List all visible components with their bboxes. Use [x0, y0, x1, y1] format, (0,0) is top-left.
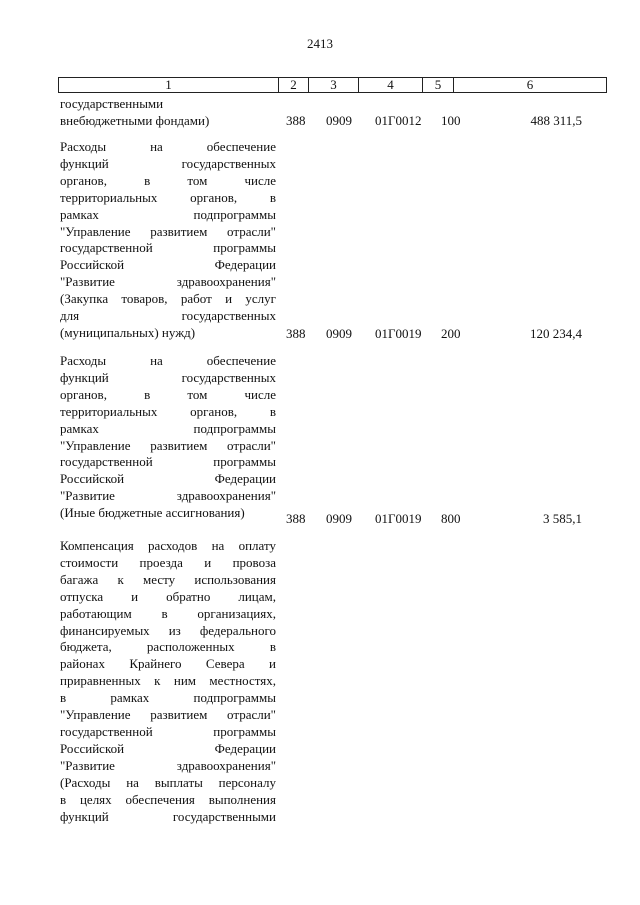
description-line: приравненных к ним местностях,: [60, 673, 276, 689]
description-line: отпуска и обратно лицам,: [60, 588, 276, 604]
cell-col-3: 0909: [326, 113, 352, 128]
cell-col-6: 3 585,1: [543, 511, 582, 526]
cell-col-4: 01Г0019: [375, 326, 422, 341]
row-description: [60, 96, 276, 130]
description-line: функций государственных: [60, 369, 276, 385]
description-line: работающим в организациях,: [60, 605, 276, 621]
description-line: Российской Федерации: [60, 471, 276, 487]
description-line: органов, в том числе: [60, 172, 276, 188]
description-line: для государственных: [60, 308, 276, 324]
description-line: "Управление развитием отрасли": [60, 437, 276, 453]
cell-col-6: 120 234,4: [530, 326, 582, 341]
description-line: территориальных органов, в: [60, 403, 276, 419]
header-col-3: 3: [309, 78, 359, 92]
description-line: рамках подпрограммы: [60, 420, 276, 436]
description-line: рамках подпрограммы: [60, 206, 276, 222]
description-line: Расходы на обеспечение: [60, 139, 276, 154]
description-line: бюджета, расположенных в: [60, 639, 276, 655]
header-col-5: 5: [423, 78, 454, 92]
description-line: государственной программы: [60, 723, 276, 739]
cell-col-5: 200: [441, 326, 461, 341]
description-line: "Развитие здравоохранения": [60, 488, 276, 504]
description-line: (Иные бюджетные ассигнования): [60, 505, 245, 521]
description-line: в целях обеспечения выполнения: [60, 791, 276, 807]
cell-col-3: 0909: [326, 326, 352, 341]
header-col-6: 6: [526, 77, 534, 92]
description-line: финансируемых из федерального: [60, 622, 276, 638]
cell-col-6: 488 311,5: [530, 113, 582, 128]
description-line: Расходы на обеспечение: [60, 353, 276, 368]
description-line: "Управление развитием отрасли": [60, 707, 276, 723]
description-line: Российской Федерации: [60, 740, 276, 756]
description-line: государственной программы: [60, 454, 276, 470]
description-line: государственными: [60, 96, 164, 111]
description-line: "Развитие здравоохранения": [60, 274, 276, 290]
cell-col-2: 388: [286, 326, 306, 341]
table-header: [58, 77, 607, 93]
description-line: Компенсация расходов на оплату: [60, 538, 276, 553]
row-description: [60, 538, 276, 825]
cell-col-5: 800: [441, 511, 461, 526]
header-col-4: 4: [359, 78, 423, 92]
header-col-1: 1: [59, 78, 279, 92]
row-description: [60, 353, 276, 522]
description-line: багажа к месту использования: [60, 571, 276, 587]
description-line: функций государственных: [60, 155, 276, 171]
description-line: (муниципальных) нужд): [60, 324, 196, 340]
cell-col-5: 100: [441, 113, 461, 128]
description-line: (Закупка товаров, работ и услуг: [60, 291, 276, 307]
description-line: в рамках подпрограммы: [60, 690, 276, 706]
description-line: территориальных органов, в: [60, 189, 276, 205]
description-line: "Развитие здравоохранения": [60, 757, 276, 773]
cell-col-3: 0909: [326, 511, 352, 526]
cell-col-4: 01Г0019: [375, 511, 422, 526]
row-description: [60, 139, 276, 342]
description-line: "Управление развитием отрасли": [60, 223, 276, 239]
header-col-2: 2: [279, 78, 309, 92]
cell-col-2: 388: [286, 511, 306, 526]
cell-col-2: 388: [286, 113, 306, 128]
page-number: 2413: [307, 36, 333, 51]
description-line: государственной программы: [60, 240, 276, 256]
description-line: внебюджетными фондами): [60, 112, 210, 128]
description-line: Российской Федерации: [60, 257, 276, 273]
description-line: функций государственными: [60, 808, 276, 824]
description-line: районах Крайнего Севера и: [60, 656, 276, 672]
description-line: (Расходы на выплаты персоналу: [60, 774, 276, 790]
cell-col-4: 01Г0012: [375, 113, 422, 128]
description-line: стоимости проезда и провоза: [60, 554, 276, 570]
description-line: органов, в том числе: [60, 386, 276, 402]
